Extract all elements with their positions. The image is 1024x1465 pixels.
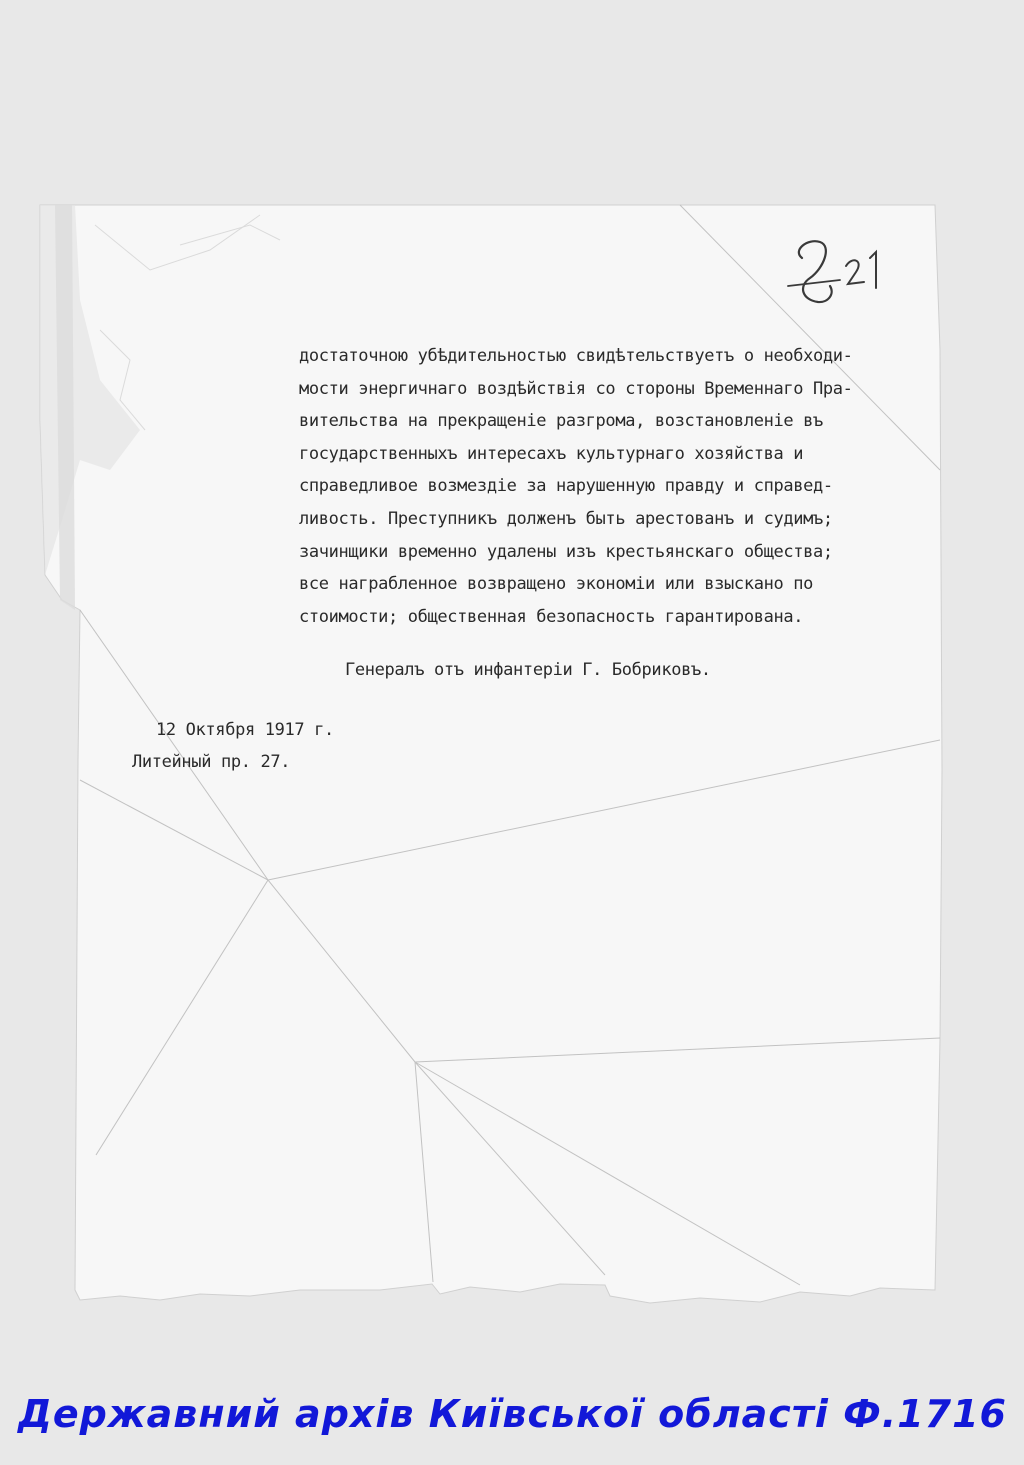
body-line: все награбленное возвращено экономіи или взыскано по	[299, 574, 814, 595]
body-line: справедливое возмездіе за нарушенную правду и справед-	[299, 476, 833, 497]
handwritten-archive-number	[780, 228, 900, 318]
body-line: зачинщики временно удалены изъ крестьянскаго общества;	[299, 541, 833, 562]
handwritten-stroke	[870, 252, 876, 288]
document-body	[299, 340, 939, 633]
body-line: ливость. Преступникъ долженъ быть арестованъ и судимъ;	[299, 508, 833, 529]
archive-caption: Державний архів Київської області Ф.1716	[18, 1392, 1007, 1436]
body-line: достаточною убѣдительностью свидѣтельствуетъ о необходи-	[299, 346, 853, 366]
body-line: стоимости; общественная безопасность гарантирована.	[299, 606, 804, 627]
handwritten-stroke	[799, 241, 832, 302]
document-address: Литейный пр. 27.	[132, 752, 291, 772]
body-line: вительства на прекращеніе разгрома, возстановленіе въ	[299, 411, 823, 432]
signature-line: Генералъ отъ инфантеріи Г. Бобриковъ.	[345, 660, 711, 680]
body-line: мости энергичнаго воздѣйствія со стороны Временнаго Пра-	[299, 378, 853, 399]
handwritten-stroke	[846, 260, 864, 284]
document-date: 12 Октября 1917 г.	[156, 720, 334, 740]
handwritten-stroke	[788, 280, 840, 286]
body-line: государственныхъ интересахъ культурнаго хозяйства и	[299, 443, 804, 464]
